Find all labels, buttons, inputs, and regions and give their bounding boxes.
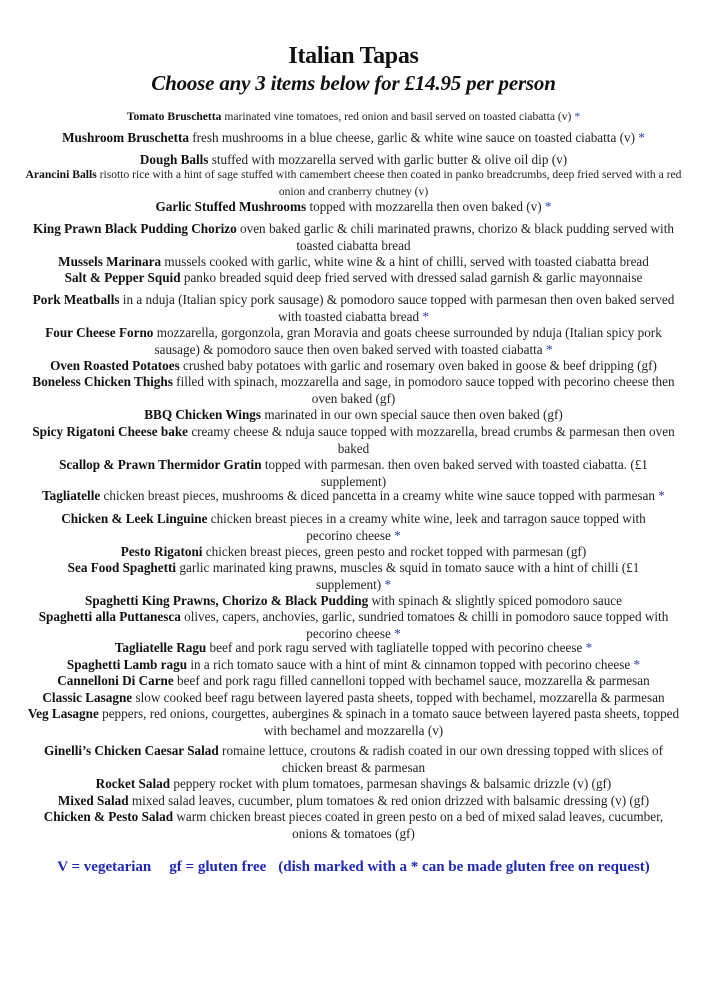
item-desc: creamy cheese & nduja sauce topped with mozzarella, bread crumbs & parmesan then oven baked — [188, 424, 675, 456]
item-desc: beef and pork ragu served with tagliatelle topped with pecorino cheese — [206, 640, 586, 655]
item-desc: olives, capers, anchovies, garlic, sundried tomatoes & chilli in pomodoro sauce topped with pecorino cheese — [180, 609, 669, 641]
gluten-free-star: * — [422, 308, 429, 324]
item-name: Classic Lasagne — [42, 690, 133, 705]
item-name: Veg Lasagne — [27, 706, 99, 721]
item-desc: warm chicken breast pieces coated in green pesto on a bed of mixed salad leaves, cucumber, onions & tomatoes (gf) — [173, 809, 664, 841]
item-name: Four Cheese Forno — [45, 325, 154, 340]
menu-item — [30, 221, 677, 254]
item-name: Salt & Pepper Squid — [64, 270, 181, 285]
item-name: King Prawn Black Pudding Chorizo — [33, 221, 237, 236]
item-name: Spaghetti Lamb ragu — [66, 657, 188, 672]
item-name: Chicken & Pesto Salad — [43, 809, 174, 824]
item-desc: garlic marinated king prawns, muscles & squid in tomato sauce with a hint of chilli (£1 supplement) — [176, 560, 640, 592]
item-desc: beef and pork ragu filled cannelloni topped with bechamel sauce, mozzarella & parmesan — [173, 673, 650, 688]
page-title: Italian Tapas — [288, 43, 419, 69]
gluten-free-star: * — [658, 488, 665, 503]
menu-item — [35, 609, 672, 642]
menu-item — [20, 776, 687, 793]
gluten-free-star: * — [574, 110, 581, 123]
item-desc: fresh mushrooms in a blue cheese, garlic & white wine sauce on toasted ciabatta (v) — [188, 130, 639, 145]
menu-item — [40, 130, 667, 147]
menu-item — [30, 424, 677, 457]
item-name: Pesto Rigatoni — [120, 544, 203, 559]
menu-item — [10, 690, 697, 707]
item-desc: topped with mozzarella then oven baked (v) — [306, 199, 545, 214]
menu-item — [25, 743, 682, 776]
item-desc: marinated vine tomatoes, red onion and basil served on toasted ciabatta (v) — [221, 110, 575, 123]
menu-item — [20, 270, 687, 287]
item-desc: risotto rice with a hint of sage stuffed with camembert cheese then coated in panko breadcrumbs, deep fried served with a red onion and cranberry chutney (v) — [96, 168, 682, 198]
item-name: Spaghetti King Prawns, Chorizo & Black Pudding — [84, 593, 369, 608]
menu-item — [20, 254, 687, 271]
item-name: Spicy Rigatoni Cheese bake — [32, 424, 189, 439]
item-name: Oven Roasted Potatoes — [50, 358, 180, 373]
menu-item — [40, 457, 667, 490]
item-name: Chicken & Leek Linguine — [61, 511, 208, 526]
item-name: Arancini Balls — [25, 168, 97, 181]
menu-item — [20, 657, 687, 674]
menu-item — [20, 706, 687, 739]
item-desc: mixed salad leaves, cucumber, plum tomatoes & red onion drizzed with balsamic dressing (v) (gf) — [128, 793, 650, 808]
gluten-free-star: * — [384, 576, 392, 592]
item-desc: with spinach & slightly spiced pomodoro sauce — [368, 593, 623, 608]
menu-item — [40, 108, 667, 125]
item-desc: in a rich tomato sauce with a hint of mint & cinnamon topped with pecorino cheese — [187, 657, 634, 672]
item-name: Boneless Chicken Thighs — [32, 374, 173, 389]
item-name: Tomato Bruschetta — [126, 110, 222, 123]
item-name: Dough Balls — [139, 152, 209, 167]
item-name: Spaghetti alla Puttanesca — [38, 609, 181, 624]
item-name: Mussels Marinara — [58, 254, 162, 269]
gluten-free-note: (dish marked with a * can be made gluten free on request) — [278, 859, 650, 875]
menu-item — [20, 167, 687, 200]
item-name: Tagliatelle — [42, 488, 101, 503]
item-desc: in a nduja (Italian spicy pork sausage) & pomodoro sauce topped with parmesan then oven baked served with toasted ciabatta bread — [119, 292, 675, 324]
item-name: Tagliatelle Ragu — [114, 640, 207, 655]
page-subtitle: Choose any 3 items below for £14.95 per person — [151, 71, 556, 95]
gluten-free-star: * — [585, 640, 593, 655]
item-desc: peppery rocket with plum tomatoes, parmesan shavings & balsamic drizzle (v) (gf) — [170, 776, 612, 791]
item-desc: chicken breast pieces in a creamy white wine, leek and tarragon sauce topped with pecorino cheese — [207, 511, 646, 543]
item-desc: peppers, red onions, courgettes, aubergines & spinach in a tomato sauce between layered pasta sheets, topped with bechamel and mozzarella (v) — [98, 706, 680, 738]
gluten-free-star: * — [394, 527, 401, 543]
dietary-key — [0, 857, 707, 877]
menu-item — [20, 488, 687, 505]
menu-item — [40, 407, 667, 424]
item-desc: stuffed with mozzarella served with garlic butter & olive oil dip (v) — [208, 152, 568, 167]
menu-item — [20, 358, 687, 375]
gluten-free-star: * — [544, 199, 552, 214]
gluten-free-star: * — [638, 130, 645, 145]
item-name: Ginelli’s Chicken Caesar Salad — [43, 743, 219, 758]
item-desc: chicken breast pieces, green pesto and rocket topped with parmesan (gf) — [202, 544, 587, 559]
menu-item — [40, 640, 667, 657]
menu-item — [10, 793, 697, 810]
item-desc: mozzarella, gorgonzola, gran Moravia and goats cheese surrounded by nduja (Italian spicy pork sausage) & pomodoro sauce then oven baked served with toasted ciabatta — [153, 325, 662, 357]
item-desc: filled with spinach, mozzarella and sage, in pomodoro sauce topped with pecorino cheese then oven baked (gf) — [172, 374, 675, 406]
item-desc: crushed baby potatoes with garlic and rosemary oven baked in goose & beef dripping (gf) — [179, 358, 657, 373]
menu-item — [30, 325, 677, 358]
gluten-free-star: * — [633, 657, 641, 672]
menu-item — [40, 199, 667, 216]
item-name: Mushroom Bruschetta — [62, 130, 189, 145]
menu-item — [30, 292, 677, 325]
item-name: BBQ Chicken Wings — [144, 407, 262, 422]
gluten-free-key: gf = gluten free — [169, 859, 267, 875]
gluten-free-star: * — [545, 341, 553, 357]
vegetarian-key: V = vegetarian — [57, 859, 152, 875]
item-desc: romaine lettuce, croutons & radish coated in our own dressing topped with slices of chicken breast & parmesan — [218, 743, 663, 775]
item-name: Sea Food Spaghetti — [67, 560, 177, 575]
menu-item — [30, 809, 677, 842]
item-name: Rocket Salad — [95, 776, 171, 791]
menu-item — [30, 374, 677, 407]
item-desc: mussels cooked with garlic, white wine & a hint of chilli, served with toasted ciabatta bread — [161, 254, 649, 269]
item-desc: panko breaded squid deep fried served with dressed salad garnish & garlic mayonnaise — [180, 270, 643, 285]
item-name: Cannelloni Di Carne — [57, 673, 174, 688]
item-name: Mixed Salad — [57, 793, 129, 808]
item-desc: oven baked garlic & chili marinated prawns, chorizo & black pudding served with toasted ciabatta bread — [236, 221, 674, 253]
menu-item — [50, 560, 657, 593]
menu-item — [50, 511, 657, 544]
item-desc: slow cooked beef ragu between layered pasta sheets, topped with bechamel, mozzarella & parmesan — [132, 690, 665, 705]
menu-item — [40, 544, 667, 561]
item-name: Garlic Stuffed Mushrooms — [155, 199, 307, 214]
gluten-free-star: * — [394, 625, 401, 641]
item-name: Pork Meatballs — [32, 292, 120, 307]
menu-item — [20, 673, 687, 690]
item-name: Scallop & Prawn Thermidor Gratin — [59, 457, 262, 472]
item-desc: chicken breast pieces, mushrooms & diced pancetta in a creamy white wine sauce topped with parmesan — [100, 488, 659, 503]
item-desc: marinated in our own special sauce then oven baked (gf) — [261, 407, 563, 422]
menu-item — [40, 593, 667, 610]
item-desc: topped with parmesan. then oven baked served with toasted ciabatta. (£1 supplement) — [261, 457, 648, 489]
